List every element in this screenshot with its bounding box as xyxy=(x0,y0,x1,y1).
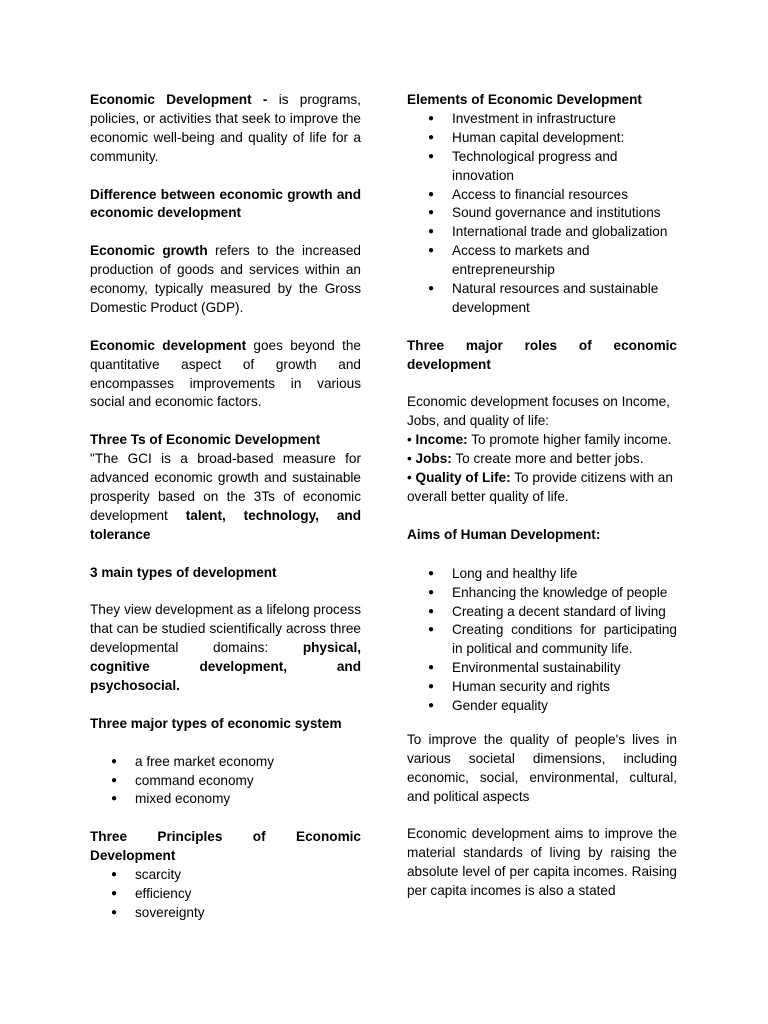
roles-item-jobs xyxy=(407,450,677,469)
list-item: ● Investment in infrastructure xyxy=(407,110,677,129)
development-text: goes beyond the quantitative aspect of growth and encompasses improvements in various social and economic factors. xyxy=(90,337,361,410)
list-item: ● mixed economy xyxy=(90,790,361,809)
econ-system-heading: Three major types of economic system xyxy=(90,715,342,731)
list-item: ● command economy xyxy=(90,772,361,791)
bullet-glyph: • xyxy=(407,470,416,486)
list-item: ● Human capital development: xyxy=(407,129,677,148)
roles-intro: Economic development focuses on Income, Jobs, and quality of life: xyxy=(407,394,670,429)
bullet-glyph: • xyxy=(407,451,416,467)
role-term: Income: xyxy=(415,432,468,448)
principles-list xyxy=(90,866,361,923)
list-item: ● efficiency xyxy=(90,885,361,904)
development-paragraph xyxy=(90,337,361,413)
three-ts-bold: talent, technology, and tolerance xyxy=(90,507,362,542)
elements-heading: Elements of Economic Development xyxy=(407,92,642,107)
list-item: ● Environmental sustainability xyxy=(407,659,677,678)
list-item: ● Gender equality xyxy=(407,697,677,716)
material-paragraph: Economic development aims to improve the material standards of living by raising the absolute level of per capita incomes. Raising per capita incomes is also a stated xyxy=(407,826,677,899)
growth-term: Economic growth xyxy=(90,243,208,259)
aims-heading: Aims of Human Development: xyxy=(407,526,601,542)
left-column xyxy=(90,91,361,923)
list-item: ● Enhancing the knowledge of people xyxy=(407,584,677,603)
list-item: ● Creating conditions for participating in political and community life. xyxy=(407,621,677,659)
principles-heading: Three Principles of Economic Development xyxy=(90,829,361,864)
difference-heading: Difference between economic growth and economic development xyxy=(90,186,361,221)
three-ts-heading: Three Ts of Economic Development xyxy=(90,432,321,448)
list-item: ● Sound governance and institutions xyxy=(407,204,677,223)
elements-list xyxy=(407,110,677,318)
growth-text: refers to the increased production of goods and services within an economy, typically measured by the Gross Domestic Product (GDP). xyxy=(90,243,361,315)
types-dev-heading: 3 main types of development xyxy=(90,564,277,580)
econ-system-list xyxy=(90,753,361,810)
list-item: ● Access to markets and entrepreneurship xyxy=(407,242,677,280)
econ-dev-definition xyxy=(90,91,361,167)
types-dev-bold: physical, cognitive development, and psychosocial. xyxy=(90,640,362,693)
role-text: To promote higher family income. xyxy=(471,432,672,448)
list-item: ● Natural resources and sustainable development xyxy=(407,280,677,318)
development-term: Economic development xyxy=(90,337,247,353)
bullet-glyph: • xyxy=(407,432,416,448)
right-column xyxy=(407,91,677,901)
growth-paragraph xyxy=(90,242,361,318)
list-item: ● scarcity xyxy=(90,866,361,885)
list-item: ● sovereignty xyxy=(90,904,361,923)
role-text: To create more and better jobs. xyxy=(455,451,644,467)
types-dev-paragraph xyxy=(90,601,361,696)
list-item: ● Access to financial resources xyxy=(407,186,677,205)
role-term: Jobs: xyxy=(415,451,452,467)
list-item: ● International trade and globalization xyxy=(407,223,677,242)
three-ts-text: "The GCI is a broad-based measure for advanced economic growth and sustainable prosperity based on the 3Ts of economic development xyxy=(90,451,361,523)
role-text: To provide citizens with an overall better quality of life. xyxy=(407,470,673,504)
roles-item-quality xyxy=(407,469,677,507)
role-term: Quality of Life: xyxy=(415,470,511,486)
aims-list xyxy=(407,565,677,716)
list-item: ● Human security and rights xyxy=(407,678,677,697)
econ-dev-term: Economic Development - xyxy=(90,92,268,107)
three-ts-paragraph xyxy=(90,450,361,545)
list-item: ● Long and healthy life xyxy=(407,565,677,584)
econ-dev-text: is programs, policies, or activities that seek to improve the economic well-being and quality of life for a community. xyxy=(90,92,361,164)
list-item: ● Technological progress and innovation xyxy=(407,148,677,186)
list-item: ● a free market economy xyxy=(90,753,361,772)
roles-heading: Three major roles of economic development xyxy=(407,337,677,372)
quality-paragraph: To improve the quality of people's lives in various societal dimensions, including economic, social, environmental, cultural, and political aspects xyxy=(407,731,677,804)
types-dev-text: They view development as a lifelong process that can be studied scientifically across three developmental domains: xyxy=(90,602,361,656)
roles-item-income xyxy=(407,431,677,450)
list-item: ● Creating a decent standard of living xyxy=(407,603,677,622)
